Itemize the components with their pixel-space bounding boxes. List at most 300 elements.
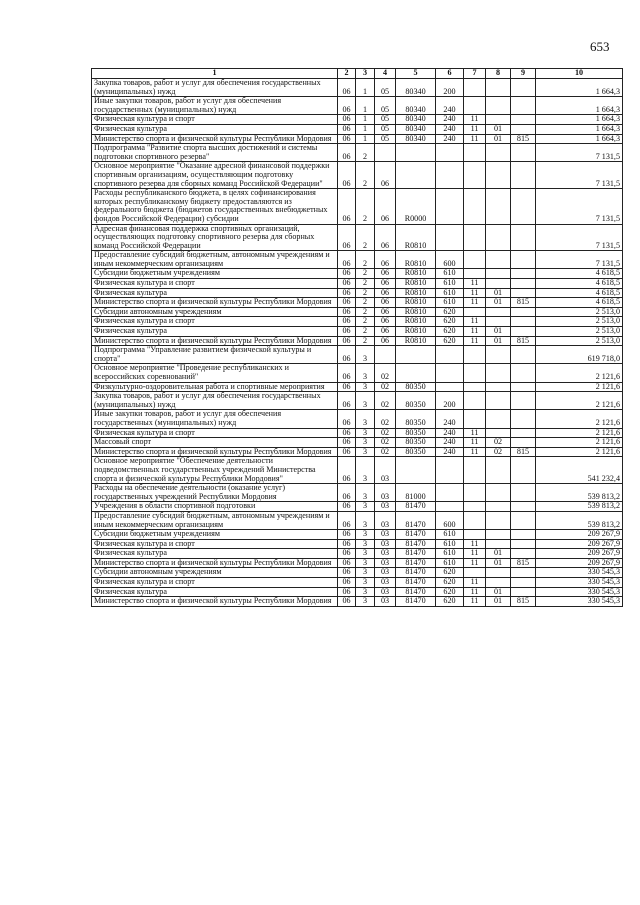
table-row: [92, 587, 623, 597]
header-cell: 3: [356, 69, 375, 79]
col-8-code: [486, 392, 511, 410]
col-2-code: 06: [338, 97, 356, 115]
table-row: [92, 438, 623, 448]
col-2-code: 06: [338, 144, 356, 162]
col-6-code: 610: [436, 549, 464, 559]
col-5-code: 81470: [396, 549, 436, 559]
col-3-code: 3: [356, 549, 375, 559]
col-8-code: [486, 144, 511, 162]
col-9-code: [511, 428, 536, 438]
page-number: 653: [590, 39, 610, 54]
col-5-code: 80340: [396, 115, 436, 125]
col-4-code: 03: [375, 511, 396, 529]
col-2-code: 06: [338, 382, 356, 392]
col-7-code: [464, 502, 486, 512]
col-6-code: 200: [436, 79, 464, 97]
col-9-code: [511, 438, 536, 448]
col-2-code: 06: [338, 549, 356, 559]
col-8-code: [486, 162, 511, 189]
col-3-code: 2: [356, 336, 375, 346]
col-7-code: 11: [464, 438, 486, 448]
header-cell: 5: [396, 69, 436, 79]
table-row: [92, 115, 623, 125]
col-3-code: 3: [356, 587, 375, 597]
col-5-code: 81470: [396, 539, 436, 549]
col-10-amount: 541 232,4: [536, 457, 623, 484]
col-6-code: 620: [436, 578, 464, 588]
col-8-code: [486, 502, 511, 512]
col-5-code: R0810: [396, 269, 436, 279]
col-4-code: 06: [375, 224, 396, 251]
col-5-code: [396, 346, 436, 364]
col-6-code: 240: [436, 134, 464, 144]
col-5-code: [396, 144, 436, 162]
row-name: Иные закупки товаров, работ и услуг для обеспечения государственных (муниципальных) нужд: [92, 97, 338, 115]
row-name: Физическая культура и спорт: [92, 428, 338, 438]
col-4-code: 02: [375, 438, 396, 448]
table-row: [92, 364, 623, 382]
table-row: [92, 457, 623, 484]
col-5-code: R0810: [396, 317, 436, 327]
row-name: Физическая культура: [92, 124, 338, 134]
col-4-code: 02: [375, 364, 396, 382]
col-6-code: 600: [436, 251, 464, 269]
col-6-code: 620: [436, 568, 464, 578]
col-7-code: 11: [464, 447, 486, 457]
col-9-code: 815: [511, 134, 536, 144]
col-9-code: 815: [511, 336, 536, 346]
col-4-code: 06: [375, 288, 396, 298]
col-4-code: 06: [375, 189, 396, 224]
col-9-code: [511, 317, 536, 327]
col-2-code: 06: [338, 539, 356, 549]
col-8-code: [486, 568, 511, 578]
col-6-code: [436, 346, 464, 364]
col-4-code: 03: [375, 484, 396, 502]
col-5-code: 80350: [396, 447, 436, 457]
col-10-amount: 7 131,5: [536, 144, 623, 162]
col-2-code: 06: [338, 346, 356, 364]
col-2-code: 06: [338, 279, 356, 289]
col-9-code: [511, 124, 536, 134]
col-6-code: 610: [436, 279, 464, 289]
row-name: Подпрограмма "Управление развитием физической культуры и спорта": [92, 346, 338, 364]
col-6-code: 200: [436, 392, 464, 410]
col-3-code: 3: [356, 502, 375, 512]
col-10-amount: 330 545,3: [536, 578, 623, 588]
col-6-code: [436, 484, 464, 502]
col-5-code: 80340: [396, 79, 436, 97]
col-8-code: [486, 578, 511, 588]
col-2-code: 06: [338, 511, 356, 529]
col-4-code: 05: [375, 97, 396, 115]
table-row: [92, 530, 623, 540]
col-7-code: 11: [464, 539, 486, 549]
col-5-code: 80350: [396, 392, 436, 410]
col-10-amount: 209 267,9: [536, 558, 623, 568]
col-8-code: 01: [486, 288, 511, 298]
col-5-code: R0810: [396, 298, 436, 308]
col-10-amount: 4 618,5: [536, 298, 623, 308]
col-7-code: [464, 251, 486, 269]
table-row: [92, 539, 623, 549]
col-3-code: 3: [356, 410, 375, 428]
col-9-code: [511, 144, 536, 162]
col-9-code: 815: [511, 447, 536, 457]
col-6-code: 240: [436, 410, 464, 428]
header-cell: 8: [486, 69, 511, 79]
col-7-code: 11: [464, 336, 486, 346]
table-row: [92, 162, 623, 189]
col-6-code: 620: [436, 327, 464, 337]
col-2-code: 06: [338, 484, 356, 502]
col-3-code: 1: [356, 124, 375, 134]
col-4-code: 06: [375, 298, 396, 308]
table-row: [92, 79, 623, 97]
col-3-code: 2: [356, 288, 375, 298]
table-row: [92, 511, 623, 529]
col-9-code: [511, 568, 536, 578]
col-3-code: 1: [356, 115, 375, 125]
col-9-code: [511, 530, 536, 540]
col-3-code: 2: [356, 317, 375, 327]
col-8-code: [486, 307, 511, 317]
col-3-code: 3: [356, 578, 375, 588]
col-7-code: 11: [464, 115, 486, 125]
col-10-amount: 1 664,3: [536, 134, 623, 144]
col-3-code: 3: [356, 484, 375, 502]
col-9-code: [511, 511, 536, 529]
col-4-code: 06: [375, 251, 396, 269]
col-7-code: [464, 79, 486, 97]
col-6-code: [436, 382, 464, 392]
row-name: Субсидии бюджетным учреждениям: [92, 269, 338, 279]
row-name: Министерство спорта и физической культуры Республики Мордовия: [92, 447, 338, 457]
col-6-code: 610: [436, 539, 464, 549]
row-name: Министерство спорта и физической культуры Республики Мордовия: [92, 597, 338, 607]
col-6-code: 620: [436, 317, 464, 327]
row-name: Физическая культура и спорт: [92, 539, 338, 549]
header-cell: 1: [92, 69, 338, 79]
col-2-code: 06: [338, 587, 356, 597]
col-4-code: 03: [375, 549, 396, 559]
col-4-code: 03: [375, 568, 396, 578]
col-4-code: 05: [375, 115, 396, 125]
header-cell: 9: [511, 69, 536, 79]
col-3-code: 3: [356, 392, 375, 410]
table-row: [92, 269, 623, 279]
col-4-code: 03: [375, 597, 396, 607]
col-10-amount: 2 121,6: [536, 410, 623, 428]
col-5-code: [396, 162, 436, 189]
col-8-code: [486, 346, 511, 364]
col-6-code: [436, 144, 464, 162]
table-row: [92, 392, 623, 410]
table-row: [92, 317, 623, 327]
col-6-code: 610: [436, 269, 464, 279]
col-7-code: 11: [464, 288, 486, 298]
col-10-amount: 2 121,6: [536, 382, 623, 392]
row-name: Физическая культура и спорт: [92, 317, 338, 327]
col-8-code: 01: [486, 587, 511, 597]
col-2-code: 06: [338, 307, 356, 317]
col-8-code: 01: [486, 336, 511, 346]
row-name: Субсидии автономным учреждениям: [92, 568, 338, 578]
col-9-code: [511, 162, 536, 189]
col-10-amount: 209 267,9: [536, 549, 623, 559]
col-9-code: [511, 288, 536, 298]
col-8-code: [486, 382, 511, 392]
col-10-amount: 330 545,3: [536, 587, 623, 597]
col-6-code: [436, 364, 464, 382]
col-5-code: R0810: [396, 251, 436, 269]
table-row: [92, 558, 623, 568]
table-row: [92, 410, 623, 428]
col-6-code: [436, 502, 464, 512]
col-2-code: 06: [338, 438, 356, 448]
row-name: Субсидии бюджетным учреждениям: [92, 530, 338, 540]
col-6-code: 610: [436, 530, 464, 540]
col-9-code: 815: [511, 298, 536, 308]
col-6-code: 240: [436, 124, 464, 134]
header-cell: 4: [375, 69, 396, 79]
row-name: Физическая культура и спорт: [92, 578, 338, 588]
col-5-code: 81470: [396, 597, 436, 607]
col-4-code: [375, 346, 396, 364]
col-8-code: [486, 224, 511, 251]
table-row: [92, 502, 623, 512]
col-3-code: 1: [356, 97, 375, 115]
col-10-amount: 539 813,2: [536, 502, 623, 512]
table-row: [92, 346, 623, 364]
col-4-code: 06: [375, 317, 396, 327]
col-3-code: 3: [356, 597, 375, 607]
col-4-code: 06: [375, 307, 396, 317]
col-3-code: 2: [356, 269, 375, 279]
col-3-code: 3: [356, 511, 375, 529]
row-name: Адресная финансовая поддержка спортивных организаций, осуществляющих подготовку спортивного резерва для сборных команд Российской Федерации: [92, 224, 338, 251]
col-4-code: [375, 144, 396, 162]
col-5-code: 80350: [396, 382, 436, 392]
row-name: Министерство спорта и физической культуры Республики Мордовия: [92, 336, 338, 346]
col-7-code: [464, 511, 486, 529]
col-10-amount: 539 813,2: [536, 511, 623, 529]
col-6-code: [436, 224, 464, 251]
col-9-code: [511, 484, 536, 502]
col-7-code: 11: [464, 597, 486, 607]
col-7-code: 11: [464, 298, 486, 308]
col-10-amount: 2 121,6: [536, 447, 623, 457]
col-9-code: [511, 457, 536, 484]
col-3-code: 3: [356, 457, 375, 484]
row-name: Физическая культура и спорт: [92, 115, 338, 125]
col-5-code: R0810: [396, 327, 436, 337]
col-4-code: 06: [375, 327, 396, 337]
col-10-amount: 7 131,5: [536, 162, 623, 189]
col-5-code: 81470: [396, 511, 436, 529]
col-3-code: 3: [356, 364, 375, 382]
table-row: [92, 279, 623, 289]
col-2-code: 06: [338, 364, 356, 382]
col-3-code: 3: [356, 539, 375, 549]
col-9-code: [511, 97, 536, 115]
col-4-code: 02: [375, 410, 396, 428]
col-7-code: [464, 224, 486, 251]
col-3-code: 2: [356, 307, 375, 317]
col-10-amount: 1 664,3: [536, 97, 623, 115]
table-row: [92, 288, 623, 298]
col-10-amount: 2 121,6: [536, 364, 623, 382]
col-4-code: 06: [375, 336, 396, 346]
row-name: Министерство спорта и физической культуры Республики Мордовия: [92, 558, 338, 568]
col-10-amount: 2 513,0: [536, 317, 623, 327]
col-8-code: [486, 539, 511, 549]
col-3-code: 3: [356, 447, 375, 457]
row-name: Физическая культура и спорт: [92, 279, 338, 289]
col-3-code: 3: [356, 382, 375, 392]
col-9-code: 815: [511, 597, 536, 607]
col-6-code: 620: [436, 587, 464, 597]
col-9-code: [511, 251, 536, 269]
col-8-code: [486, 457, 511, 484]
col-2-code: 06: [338, 428, 356, 438]
table-row: [92, 484, 623, 502]
header-cell: 2: [338, 69, 356, 79]
col-4-code: 02: [375, 447, 396, 457]
col-8-code: [486, 364, 511, 382]
col-4-code: 05: [375, 124, 396, 134]
col-4-code: 02: [375, 392, 396, 410]
col-10-amount: 330 545,3: [536, 597, 623, 607]
col-6-code: 620: [436, 597, 464, 607]
col-2-code: 06: [338, 502, 356, 512]
col-6-code: 620: [436, 336, 464, 346]
table-row: [92, 382, 623, 392]
col-6-code: 240: [436, 115, 464, 125]
col-10-amount: 2 121,6: [536, 438, 623, 448]
table-row: [92, 336, 623, 346]
table-row: [92, 144, 623, 162]
col-4-code: 02: [375, 428, 396, 438]
col-4-code: 03: [375, 578, 396, 588]
col-8-code: [486, 269, 511, 279]
col-4-code: 05: [375, 79, 396, 97]
col-2-code: 06: [338, 189, 356, 224]
col-10-amount: 2 513,0: [536, 327, 623, 337]
col-4-code: 03: [375, 502, 396, 512]
row-name: Предоставление субсидий бюджетным, автономным учреждениям и иным некоммерческим организациям: [92, 511, 338, 529]
col-10-amount: 209 267,9: [536, 530, 623, 540]
col-7-code: [464, 162, 486, 189]
col-4-code: 06: [375, 279, 396, 289]
col-2-code: 06: [338, 298, 356, 308]
col-9-code: [511, 364, 536, 382]
row-name: Физическая культура: [92, 549, 338, 559]
col-9-code: [511, 539, 536, 549]
col-7-code: [464, 97, 486, 115]
col-6-code: 610: [436, 298, 464, 308]
col-3-code: 3: [356, 438, 375, 448]
col-8-code: 01: [486, 597, 511, 607]
col-10-amount: 2 121,6: [536, 392, 623, 410]
row-name: Физическая культура: [92, 288, 338, 298]
row-name: Закупка товаров, работ и услуг для обеспечения государственных (муниципальных) нужд: [92, 79, 338, 97]
col-9-code: [511, 578, 536, 588]
col-9-code: [511, 410, 536, 428]
col-2-code: 06: [338, 124, 356, 134]
col-2-code: 06: [338, 134, 356, 144]
table-row: [92, 327, 623, 337]
row-name: Предоставление субсидий бюджетным, автономным учреждениям и иным некоммерческим организациям: [92, 251, 338, 269]
table-header-row: [92, 69, 623, 79]
col-9-code: [511, 327, 536, 337]
col-6-code: [436, 457, 464, 484]
col-8-code: 01: [486, 124, 511, 134]
col-3-code: 3: [356, 428, 375, 438]
header-cell: 10: [536, 69, 623, 79]
col-3-code: 2: [356, 251, 375, 269]
col-10-amount: 1 664,3: [536, 79, 623, 97]
col-9-code: [511, 115, 536, 125]
col-7-code: [464, 144, 486, 162]
row-name: Основное мероприятие "Обеспечение деятельности подведомственных государственных учреждений Министерства спорта и физической культуры Республики Мордовия": [92, 457, 338, 484]
col-7-code: [464, 269, 486, 279]
col-4-code: 06: [375, 162, 396, 189]
col-8-code: [486, 279, 511, 289]
col-7-code: 11: [464, 428, 486, 438]
table-row: [92, 578, 623, 588]
table-row: [92, 189, 623, 224]
col-6-code: 600: [436, 511, 464, 529]
col-10-amount: 2 513,0: [536, 336, 623, 346]
col-7-code: [464, 457, 486, 484]
table-row: [92, 568, 623, 578]
col-10-amount: 7 131,5: [536, 224, 623, 251]
col-10-amount: 7 131,5: [536, 189, 623, 224]
col-8-code: 01: [486, 549, 511, 559]
col-2-code: 06: [338, 336, 356, 346]
col-3-code: 2: [356, 144, 375, 162]
col-8-code: [486, 115, 511, 125]
col-9-code: [511, 269, 536, 279]
col-10-amount: 4 618,5: [536, 269, 623, 279]
col-3-code: 2: [356, 327, 375, 337]
col-5-code: R0810: [396, 336, 436, 346]
col-10-amount: 7 131,5: [536, 251, 623, 269]
col-2-code: 06: [338, 392, 356, 410]
row-name: Закупка товаров, работ и услуг для обеспечения государственных (муниципальных) нужд: [92, 392, 338, 410]
table-row: [92, 428, 623, 438]
col-8-code: 01: [486, 558, 511, 568]
col-7-code: [464, 189, 486, 224]
col-3-code: 1: [356, 79, 375, 97]
col-5-code: R0810: [396, 288, 436, 298]
col-4-code: 02: [375, 382, 396, 392]
col-7-code: [464, 568, 486, 578]
col-6-code: 620: [436, 307, 464, 317]
col-5-code: R0000: [396, 189, 436, 224]
col-2-code: 06: [338, 568, 356, 578]
row-name: Основное мероприятие "Проведение республиканских и всероссийских соревнований": [92, 364, 338, 382]
col-7-code: [464, 307, 486, 317]
table-row: [92, 307, 623, 317]
col-2-code: 06: [338, 530, 356, 540]
col-2-code: 06: [338, 251, 356, 269]
row-name: Физкультурно-оздоровительная работа и спортивные мероприятия: [92, 382, 338, 392]
col-9-code: [511, 549, 536, 559]
row-name: Министерство спорта и физической культуры Республики Мордовия: [92, 298, 338, 308]
col-4-code: 03: [375, 539, 396, 549]
